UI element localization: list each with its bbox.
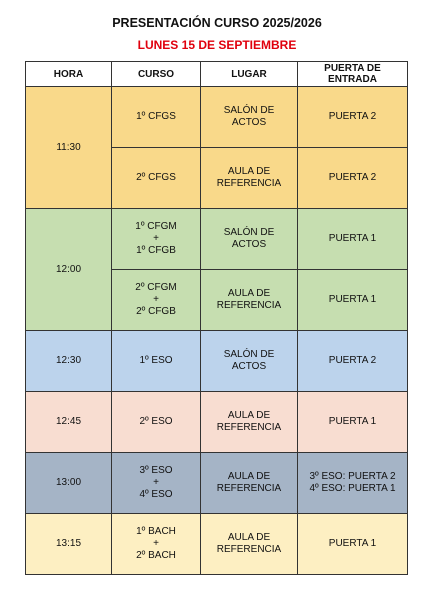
header-puerta: PUERTA DE ENTRADA: [298, 62, 408, 87]
table-row: [26, 514, 408, 575]
puerta-cell: PUERTA 1: [298, 392, 408, 453]
hora-cell: 12:45: [26, 392, 112, 453]
curso-cell: 2º ESO: [112, 392, 201, 453]
puerta-cell: PUERTA 2: [298, 148, 408, 209]
table-row: [26, 453, 408, 514]
table-row: [26, 87, 408, 148]
lugar-cell: AULA DE REFERENCIA: [201, 392, 298, 453]
puerta-cell: 3º ESO: PUERTA 2 4º ESO: PUERTA 1: [298, 453, 408, 514]
puerta-cell: PUERTA 1: [298, 209, 408, 270]
curso-cell: 2º CFGS: [112, 148, 201, 209]
schedule-table: [25, 61, 408, 575]
curso-cell: 1º ESO: [112, 331, 201, 392]
header-lugar: LUGAR: [201, 62, 298, 87]
table-row: [26, 209, 408, 270]
lugar-cell: SALÓN DE ACTOS: [201, 209, 298, 270]
header-hora: HORA: [26, 62, 112, 87]
hora-cell: 11:30: [26, 87, 112, 209]
page-title: PRESENTACIÓN CURSO 2025/2026: [112, 16, 322, 30]
puerta-cell: PUERTA 1: [298, 514, 408, 575]
hora-cell: 13:00: [26, 453, 112, 514]
curso-cell: 3º ESO + 4º ESO: [112, 453, 201, 514]
page-subtitle: LUNES 15 DE SEPTIEMBRE: [137, 38, 297, 52]
hora-cell: 12:00: [26, 209, 112, 331]
hora-cell: 13:15: [26, 514, 112, 575]
header-row: [26, 62, 408, 87]
table-row: [26, 331, 408, 392]
lugar-cell: SALÓN DE ACTOS: [201, 331, 298, 392]
table-row: [26, 392, 408, 453]
puerta-cell: PUERTA 2: [298, 87, 408, 148]
curso-cell: 1º CFGS: [112, 87, 201, 148]
lugar-cell: AULA DE REFERENCIA: [201, 514, 298, 575]
lugar-cell: AULA DE REFERENCIA: [201, 148, 298, 209]
header-curso: CURSO: [112, 62, 201, 87]
curso-cell: 1º BACH + 2º BACH: [112, 514, 201, 575]
lugar-cell: SALÓN DE ACTOS: [201, 87, 298, 148]
schedule-body: [26, 87, 408, 575]
curso-cell: 1º CFGM + 1º CFGB: [112, 209, 201, 270]
puerta-cell: PUERTA 2: [298, 331, 408, 392]
puerta-cell: PUERTA 1: [298, 270, 408, 331]
curso-cell: 2º CFGM + 2º CFGB: [112, 270, 201, 331]
hora-cell: 12:30: [26, 331, 112, 392]
lugar-cell: AULA DE REFERENCIA: [201, 270, 298, 331]
lugar-cell: AULA DE REFERENCIA: [201, 453, 298, 514]
